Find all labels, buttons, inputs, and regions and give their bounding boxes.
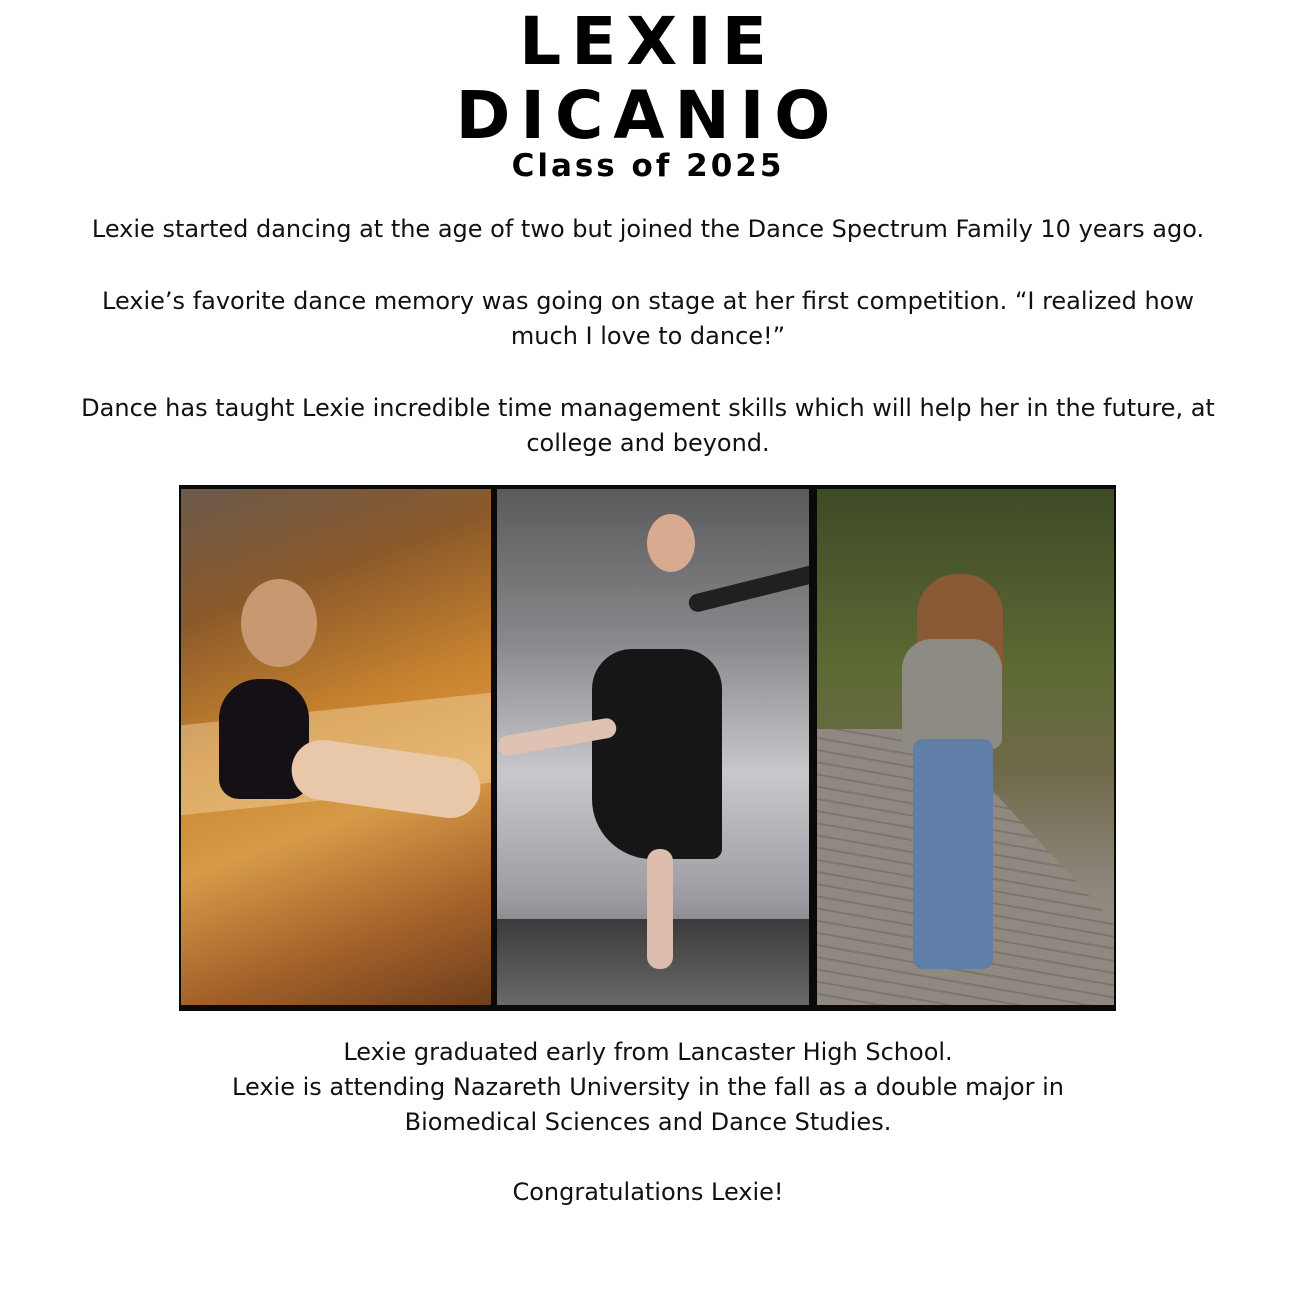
girl-sweater <box>902 639 1002 749</box>
intro-paragraph-skills: Dance has taught Lexie incredible time management skills which will help her in the future, at college and beyond. <box>81 394 1215 457</box>
closing-text <box>150 1035 1146 1210</box>
dancer-head <box>647 514 695 572</box>
class-year-subtitle: Class of 2025 <box>511 148 785 184</box>
senior-portrait-photo <box>817 489 1114 1005</box>
intro-paragraph-start: Lexie started dancing at the age of two but joined the Dance Spectrum Family 10 years ago. <box>91 215 1205 243</box>
child-head <box>241 579 317 667</box>
university-line: Lexie is attending Nazareth University in the fall as a double major in <box>232 1073 1064 1101</box>
intro-paragraph-memory: Lexie’s favorite dance memory was going on stage at her first competition. “I realized how much I love to dance!” <box>102 287 1194 350</box>
congratulations-line: Congratulations Lexie! <box>512 1178 784 1206</box>
photo-strip <box>179 485 1116 1011</box>
graduation-line: Lexie graduated early from Lancaster High School. <box>343 1038 953 1066</box>
first-name-heading: LEXIE <box>519 3 777 80</box>
childhood-dance-photo <box>181 489 491 1005</box>
major-line: Biomedical Sciences and Dance Studies. <box>404 1108 892 1136</box>
last-name-heading: DICANIO <box>455 77 841 154</box>
dancer-arm <box>687 562 809 613</box>
stage-performance-photo <box>497 489 809 1005</box>
dancer-standing-leg <box>647 849 673 969</box>
girl-jeans <box>913 739 993 969</box>
dancer-dress <box>592 649 722 859</box>
